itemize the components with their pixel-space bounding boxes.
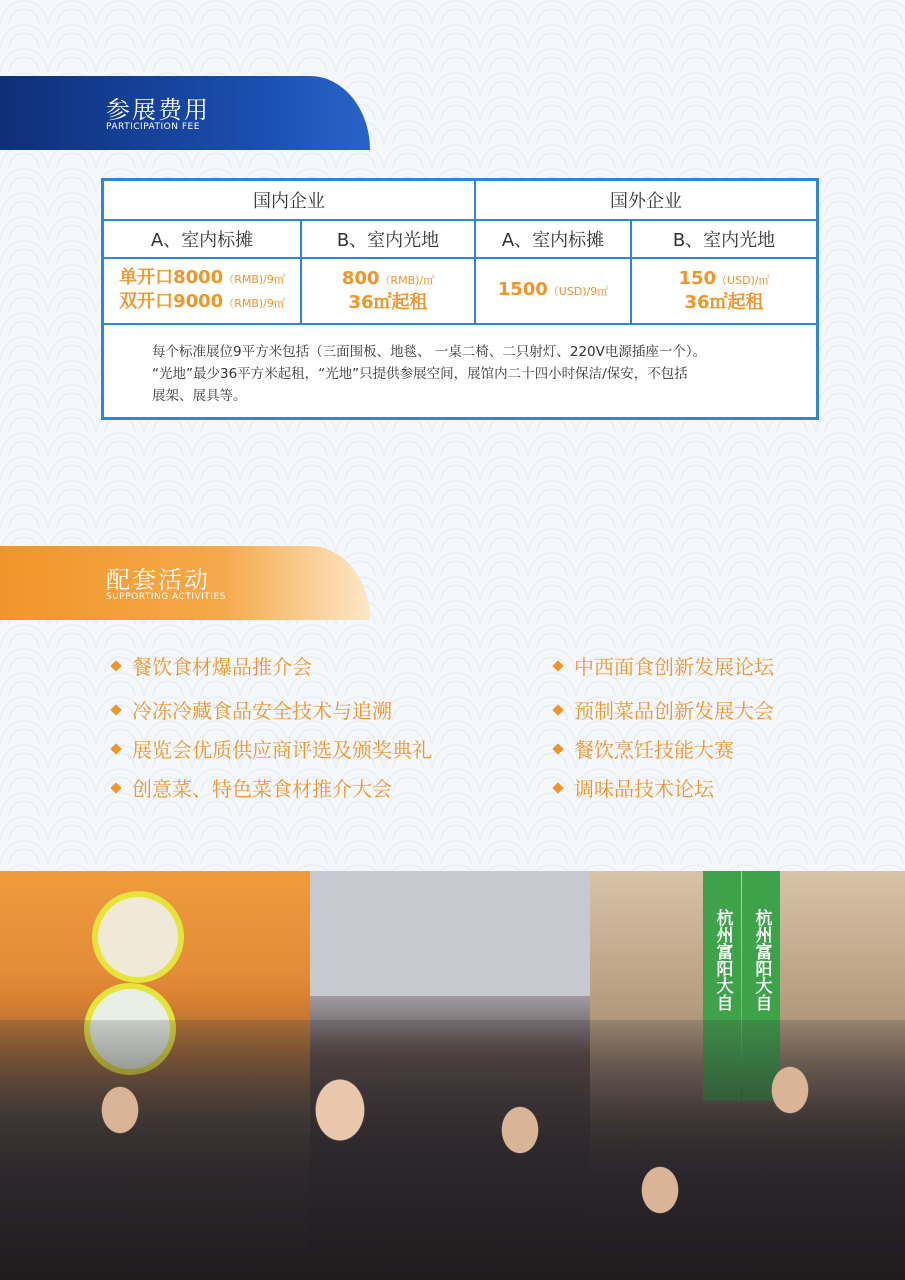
price-double: 双开口9000 <box>119 291 224 312</box>
activity-item: 冷冻冷藏食品安全技术与追溯 <box>112 695 392 724</box>
price-foreign-booth <box>476 259 632 325</box>
activity-item: 调味品技术论坛 <box>554 773 714 802</box>
price-single: 单开口8000 <box>119 267 224 288</box>
diamond-bullet-icon <box>110 743 121 754</box>
price-value: 800 <box>341 268 380 289</box>
header-domestic-booth: A、室内标摊 <box>104 221 302 259</box>
diamond-bullet-icon <box>110 782 121 793</box>
diamond-bullet-icon <box>552 782 563 793</box>
diamond-bullet-icon <box>110 704 121 715</box>
note-line: 展架、展具等。 <box>152 388 247 404</box>
activity-item: 展览会优质供应商评选及颁奖典礼 <box>112 734 432 763</box>
exhibition-hall-wall <box>310 871 590 996</box>
supporting-activities-banner <box>0 546 370 620</box>
participation-fee-banner <box>0 76 370 150</box>
price-unit: （USD)/㎡ <box>716 274 770 287</box>
activity-item: 预制菜品创新发展大会 <box>554 695 774 724</box>
diamond-bullet-icon <box>552 704 563 715</box>
activity-item: 餐饮食材爆品推介会 <box>112 651 312 680</box>
price-domestic-booth <box>104 259 302 325</box>
section-subtitle: SUPPORTING ACTIVITIES <box>106 592 226 602</box>
booth-sign-circle <box>92 891 184 983</box>
vertical-banner: 杭州富阳大自 <box>742 871 780 1101</box>
price-unit: （USD)/9㎡ <box>547 285 609 298</box>
crowd <box>0 1020 905 1280</box>
diamond-bullet-icon <box>552 743 563 754</box>
note-line: 每个标准展位9平方米包括（三面围板、地毯、 一桌二椅、二只射灯、220V电源插座一个）。 <box>152 344 707 360</box>
price-foreign-space <box>632 259 816 325</box>
header-domestic: 国内企业 <box>104 181 476 221</box>
diamond-bullet-icon <box>552 660 563 671</box>
section-title: 配套活动 <box>106 566 210 594</box>
price-minimum: 36㎡起租 <box>348 292 428 313</box>
price-unit: （RMB)/9㎡ <box>223 297 285 310</box>
fee-table <box>101 178 819 420</box>
price-value: 1500 <box>497 279 548 300</box>
diamond-bullet-icon <box>110 660 121 671</box>
header-foreign-space: B、室内光地 <box>632 221 816 259</box>
header-foreign: 国外企业 <box>476 181 816 221</box>
price-minimum: 36㎡起租 <box>684 292 764 313</box>
activity-item: 中西面食创新发展论坛 <box>554 651 774 680</box>
header-foreign-booth: A、室内标摊 <box>476 221 632 259</box>
note-line: “光地”最少36平方米起租，“光地”只提供参展空间，展馆内二十四小时保洁/保安，不包括 <box>152 366 688 382</box>
vertical-banner: 杭州富阳大自 <box>703 871 741 1101</box>
price-unit: （RMB)/㎡ <box>379 274 435 287</box>
price-unit: （RMB)/9㎡ <box>223 273 285 286</box>
price-value: 150 <box>678 268 717 289</box>
activity-item: 创意菜、特色菜食材推介大会 <box>112 773 392 802</box>
section-subtitle: PARTICIPATION FEE <box>106 122 200 132</box>
price-domestic-space <box>302 259 476 325</box>
exhibition-crowd-photo <box>0 871 905 1280</box>
fee-note <box>152 341 792 407</box>
header-domestic-space: B、室内光地 <box>302 221 476 259</box>
activity-item: 餐饮烹饪技能大赛 <box>554 734 734 763</box>
section-title: 参展费用 <box>106 96 210 124</box>
